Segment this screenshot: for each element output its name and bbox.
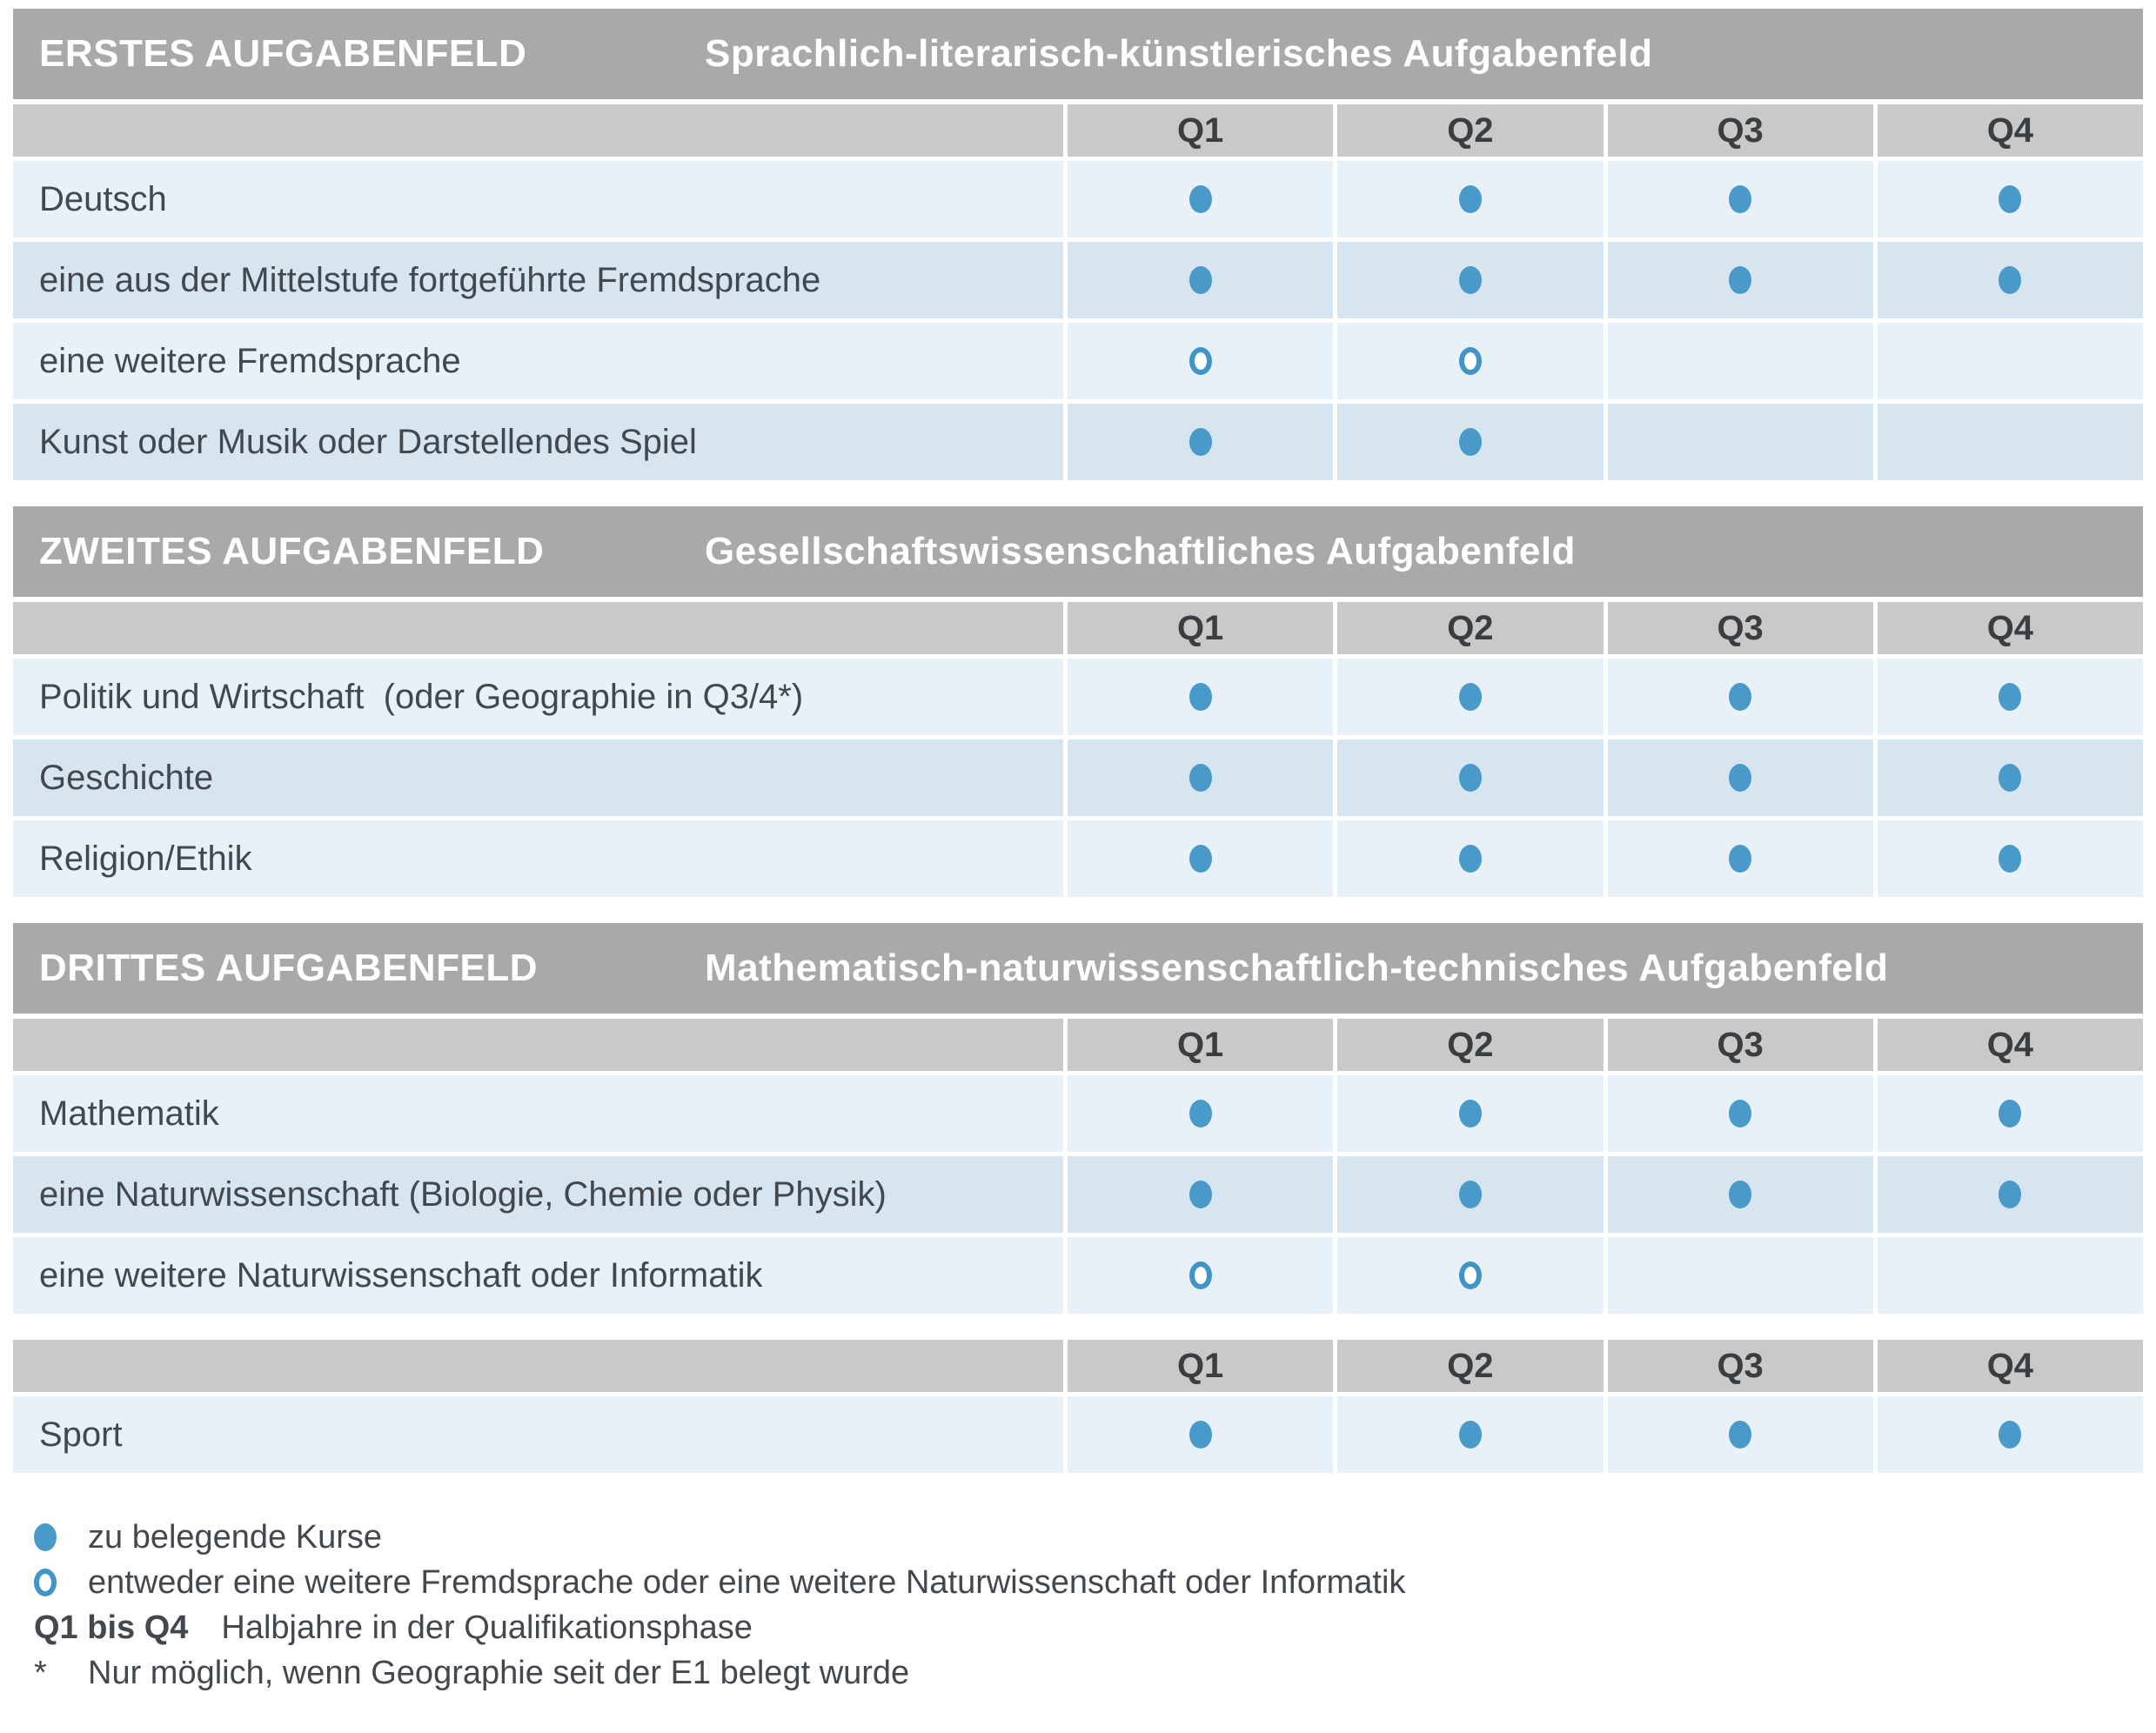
cell-q2: [1337, 820, 1603, 897]
cell-q1: [1068, 1075, 1333, 1152]
cell-q2: [1337, 1237, 1603, 1314]
legend-text: Halbjahre in der Qualifikationsphase: [221, 1609, 753, 1646]
cell-q3: [1608, 739, 1873, 816]
filled-dot-icon: [1729, 845, 1751, 873]
filled-dot-icon: [1999, 764, 2021, 792]
filled-dot-icon: [1999, 683, 2021, 711]
column-header-row: [13, 602, 2143, 654]
row-label: Mathematik: [13, 1075, 1063, 1152]
column-header-spacer: [13, 1340, 1063, 1392]
section-header-band: [13, 9, 2143, 99]
open-dot-icon: [34, 1569, 57, 1596]
filled-dot-icon: [1459, 185, 1482, 213]
cell-q1: [1068, 242, 1333, 318]
filled-dot-icon: [1189, 428, 1212, 456]
column-header-q1: Q1: [1068, 1340, 1333, 1392]
cell-q4: [1878, 659, 2143, 735]
cell-q2: [1337, 739, 1603, 816]
filled-dot-icon: [1459, 845, 1482, 873]
filled-dot-icon: [1729, 683, 1751, 711]
open-dot-icon: [1189, 347, 1212, 375]
row-label: eine weitere Fremdsprache: [13, 323, 1063, 399]
filled-dot-icon: [1189, 764, 1212, 792]
column-header-q4: Q4: [1878, 602, 2143, 654]
cell-q3: [1608, 659, 1873, 735]
cell-q2: [1337, 659, 1603, 735]
column-header-q4: Q4: [1878, 104, 2143, 157]
cell-q3: [1608, 161, 1873, 238]
filled-dot-icon: [1459, 1100, 1482, 1127]
cell-q4: [1878, 242, 2143, 318]
aufgabenfeld-section-4: [13, 1340, 2143, 1473]
cell-q1: [1068, 404, 1333, 480]
table-row: [13, 1237, 2143, 1314]
filled-dot-icon: [1729, 764, 1751, 792]
section-title: ZWEITES AUFGABENFELD: [39, 530, 545, 572]
table-row: [13, 323, 2143, 399]
section-header-band: [13, 506, 2143, 597]
cell-q4: [1878, 323, 2143, 399]
table-row: [13, 659, 2143, 735]
table-row: [13, 1156, 2143, 1233]
table-row: [13, 739, 2143, 816]
cell-q2: [1337, 161, 1603, 238]
row-label: Geschichte: [13, 739, 1063, 816]
column-header-q1: Q1: [1068, 602, 1333, 654]
filled-dot-icon: [1999, 845, 2021, 873]
aufgabenfeld-section-2: [13, 506, 2143, 897]
column-header-spacer: [13, 104, 1063, 157]
cell-q4: [1878, 1156, 2143, 1233]
aufgabenfeld-tables: [13, 9, 2143, 1473]
cell-q4: [1878, 820, 2143, 897]
filled-dot-icon: [1729, 1421, 1751, 1449]
legend-asterisk: *: [34, 1654, 47, 1691]
row-label: Kunst oder Musik oder Darstellendes Spiel: [13, 404, 1063, 480]
filled-dot-icon: [1189, 1100, 1212, 1127]
filled-dot-icon: [1189, 1181, 1212, 1208]
table-row: [13, 1075, 2143, 1152]
row-label: eine aus der Mittelstufe fortgeführte Fremdsprache: [13, 242, 1063, 318]
cell-q1: [1068, 739, 1333, 816]
cell-q3: [1608, 820, 1873, 897]
cell-q4: [1878, 739, 2143, 816]
column-header-row: [13, 104, 2143, 157]
column-header-q3: Q3: [1608, 1340, 1873, 1392]
legend-marker: [34, 1569, 88, 1596]
cell-q3: [1608, 1396, 1873, 1473]
filled-dot-icon: [1999, 1100, 2021, 1127]
filled-dot-icon: [1729, 1100, 1751, 1127]
cell-q3: [1608, 1237, 1873, 1314]
cell-q3: [1608, 404, 1873, 480]
table-row: [13, 1396, 2143, 1473]
section-subtitle: Gesellschaftswissenschaftliches Aufgabenfeld: [705, 530, 1576, 572]
row-label: Religion/Ethik: [13, 820, 1063, 897]
legend-item: [34, 1650, 2143, 1696]
legend-text: zu belegende Kurse: [88, 1518, 383, 1556]
column-header-q2: Q2: [1337, 602, 1603, 654]
aufgabenfeld-section-3: [13, 923, 2143, 1314]
legend-prefix: Q1 bis Q4: [34, 1609, 189, 1646]
cell-q3: [1608, 1075, 1873, 1152]
filled-dot-icon: [1189, 185, 1212, 213]
legend-text: Nur möglich, wenn Geographie seit der E1 belegt wurde: [88, 1654, 910, 1691]
legend-text: entweder eine weitere Fremdsprache oder eine weitere Naturwissenschaft oder Informatik: [88, 1563, 1406, 1601]
filled-dot-icon: [1999, 266, 2021, 294]
filled-dot-icon: [1459, 266, 1482, 294]
column-header-q4: Q4: [1878, 1019, 2143, 1071]
column-header-q2: Q2: [1337, 104, 1603, 157]
open-dot-icon: [1189, 1261, 1212, 1289]
cell-q1: [1068, 323, 1333, 399]
cell-q1: [1068, 820, 1333, 897]
cell-q4: [1878, 161, 2143, 238]
filled-dot-icon: [1999, 185, 2021, 213]
cell-q3: [1608, 242, 1873, 318]
column-header-q3: Q3: [1608, 602, 1873, 654]
column-header-q3: Q3: [1608, 104, 1873, 157]
table-row: [13, 820, 2143, 897]
filled-dot-icon: [1459, 428, 1482, 456]
filled-dot-icon: [1459, 1421, 1482, 1449]
cell-q3: [1608, 323, 1873, 399]
legend: [34, 1515, 2143, 1696]
cell-q4: [1878, 1075, 2143, 1152]
column-header-q2: Q2: [1337, 1019, 1603, 1071]
column-header-row: [13, 1019, 2143, 1071]
column-header-q3: Q3: [1608, 1019, 1873, 1071]
cell-q2: [1337, 242, 1603, 318]
filled-dot-icon: [1459, 764, 1482, 792]
table-row: [13, 161, 2143, 238]
cell-q4: [1878, 1237, 2143, 1314]
filled-dot-icon: [1999, 1181, 2021, 1208]
cell-q4: [1878, 1396, 2143, 1473]
column-header-q4: Q4: [1878, 1340, 2143, 1392]
cell-q2: [1337, 1075, 1603, 1152]
row-label: Politik und Wirtschaft (oder Geographie in Q3/4*): [13, 659, 1063, 735]
filled-dot-icon: [1189, 1421, 1212, 1449]
column-header-q2: Q2: [1337, 1340, 1603, 1392]
filled-dot-icon: [34, 1523, 57, 1551]
legend-item: [34, 1605, 2143, 1650]
section-subtitle: Sprachlich-literarisch-künstlerisches Aufgabenfeld: [705, 32, 1653, 75]
cell-q1: [1068, 161, 1333, 238]
filled-dot-icon: [1729, 266, 1751, 294]
filled-dot-icon: [1459, 1181, 1482, 1208]
cell-q1: [1068, 1237, 1333, 1314]
column-header-q1: Q1: [1068, 104, 1333, 157]
filled-dot-icon: [1729, 1181, 1751, 1208]
row-label: Deutsch: [13, 161, 1063, 238]
cell-q3: [1608, 1156, 1873, 1233]
cell-q2: [1337, 404, 1603, 480]
row-label: eine weitere Naturwissenschaft oder Informatik: [13, 1237, 1063, 1314]
open-dot-icon: [1459, 347, 1482, 375]
column-header-spacer: [13, 1019, 1063, 1071]
column-header-q1: Q1: [1068, 1019, 1333, 1071]
legend-item: [34, 1560, 2143, 1605]
filled-dot-icon: [1459, 683, 1482, 711]
cell-q1: [1068, 1396, 1333, 1473]
filled-dot-icon: [1729, 185, 1751, 213]
filled-dot-icon: [1189, 845, 1212, 873]
aufgabenfeld-section-1: [13, 9, 2143, 480]
filled-dot-icon: [1189, 683, 1212, 711]
column-header-row: [13, 1340, 2143, 1392]
section-title: ERSTES AUFGABENFELD: [39, 32, 527, 75]
cell-q2: [1337, 323, 1603, 399]
cell-q1: [1068, 659, 1333, 735]
filled-dot-icon: [1189, 266, 1212, 294]
section-header-band: [13, 923, 2143, 1014]
cell-q2: [1337, 1396, 1603, 1473]
legend-item: [34, 1515, 2143, 1560]
legend-marker: [34, 1523, 88, 1551]
cell-q2: [1337, 1156, 1603, 1233]
table-row: [13, 242, 2143, 318]
row-label: Sport: [13, 1396, 1063, 1473]
section-title: DRITTES AUFGABENFELD: [39, 947, 539, 989]
cell-q1: [1068, 1156, 1333, 1233]
section-subtitle: Mathematisch-naturwissenschaftlich-technisches Aufgabenfeld: [705, 947, 1889, 989]
cell-q4: [1878, 404, 2143, 480]
filled-dot-icon: [1999, 1421, 2021, 1449]
column-header-spacer: [13, 602, 1063, 654]
row-label: eine Naturwissenschaft (Biologie, Chemie oder Physik): [13, 1156, 1063, 1233]
table-row: [13, 404, 2143, 480]
open-dot-icon: [1459, 1261, 1482, 1289]
